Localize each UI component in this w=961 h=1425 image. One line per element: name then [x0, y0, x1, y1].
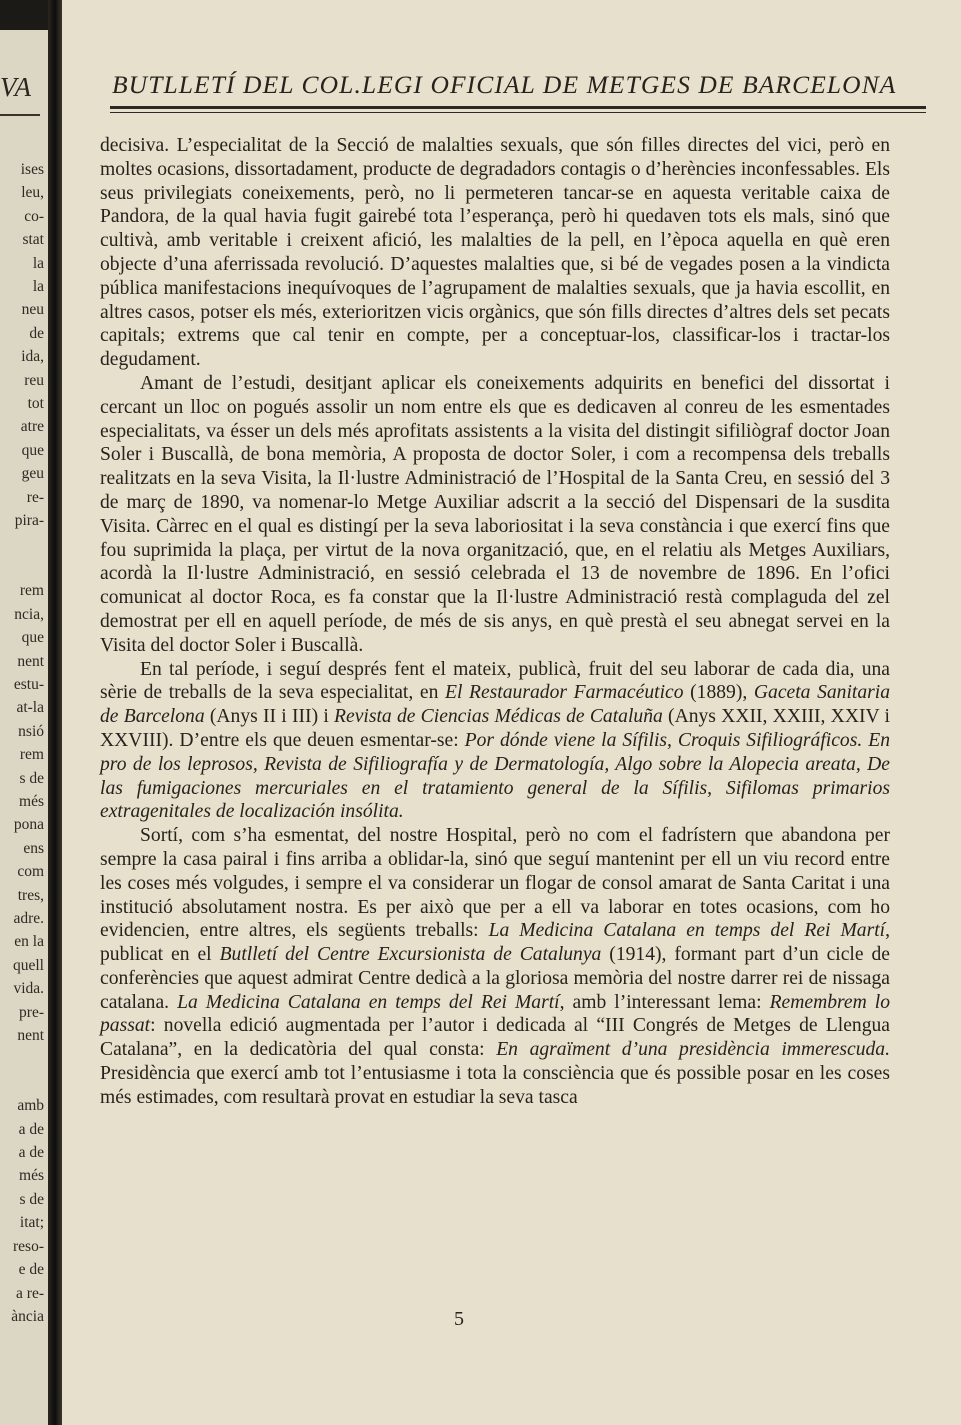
- adjacent-line-fragment: a de: [18, 1144, 44, 1162]
- adjacent-line-fragment: ises: [20, 161, 44, 178]
- adjacent-line-fragment: atre: [20, 418, 44, 436]
- adjacent-line-fragment: geu: [21, 465, 44, 483]
- text-run: (1889),: [683, 682, 754, 704]
- adjacent-line-fragment: s de: [19, 769, 44, 787]
- text-run: (Anys XXII, XXIII, XXIV i XXVIII). D’entre els que deuen esmentar-se:: [100, 706, 890, 751]
- adjacent-line-fragment: nent: [17, 1027, 44, 1045]
- adjacent-line-fragment: tres,: [17, 886, 44, 904]
- adjacent-line-fragment: neu: [21, 301, 44, 319]
- adjacent-line-fragment: e de: [18, 1261, 44, 1279]
- italic-text: En agraïment d’una presidència immerescuda.: [496, 1039, 891, 1061]
- text-run: Sortí, com s’ha esmentat, del nostre Hospital, però no com el fadrístern que abandona per sempre la casa pairal i fins arriba a oblidar-la, sinó que seguí mantenint per ell un viu record entre les coses més volgudes, i sempre el va considerar un flogar de consol amarat de Santa Caritat i una institució absolutament nostra. Es per això que per a ell va laborar en totes ocasions, com ho evidencien, entre altres, els següents treballs:: [100, 825, 890, 942]
- text-run: decisiva. L’especialitat de la Secció de malalties sexuals, que són filles directes del vici, però en moltes ocasions, dissortadament, producte de degradadors contagis o d’herències inconfessables. Els seus privilegiats coneixements, però, no li permeteren tancar-se en aquesta veritable caixa de Pandora, de la qual havia fugit gairebé tota l’esperança, però hi quedaven tots els mals, sinó que cultivà, amb veritable i creixent afició, les malalties de la pell, en l’època aquella en què eren objecte d’una aferrissada revolució. D’aquestes malalties que, si bé de vegades posen a la vindicta pública manifestacions inequívoques de l’agrupament de malalties sexuals, que ja havia escollit, en altres casos, potser els més, exterioritzen vicis orgànics, que són fills directes d’altres dels set pecats capitals; extrems que cal tenir en compte, per a conceptuar-los, classificar-los i tractar-los degudament.: [100, 135, 890, 371]
- paragraph: [100, 824, 890, 1110]
- adjacent-line-fragment: tot: [27, 395, 44, 413]
- adjacent-line-fragment: quell: [13, 956, 44, 974]
- adjacent-line-fragment: pona: [13, 816, 44, 834]
- italic-text: Gaceta Sanitaria de Barcelona: [100, 682, 891, 728]
- italic-text: La Medicina Catalana en temps del Rei Martí: [488, 920, 886, 942]
- adjacent-line-fragment: més: [19, 792, 44, 810]
- adjacent-line-fragment: rem: [19, 582, 44, 600]
- adjacent-line-fragment: que: [21, 629, 44, 647]
- adjacent-page-rule: [0, 114, 40, 116]
- adjacent-line-fragment: ida,: [21, 348, 44, 366]
- text-run: , amb l’interessant lema:: [559, 991, 770, 1013]
- adjacent-line-fragment: s de: [19, 1190, 44, 1208]
- page-number: 5: [454, 1308, 464, 1330]
- adjacent-page-strip: [0, 30, 48, 1425]
- text-run: , publicat en el: [100, 920, 890, 966]
- adjacent-line-fragment: leu,: [21, 184, 44, 202]
- text-run: En tal període, i seguí després fent el mateix, publicà, fruit del seu laborar de cada dia, una sèrie de treballs de la seva especialitat, en: [100, 658, 890, 704]
- book-gutter: [48, 0, 62, 1425]
- italic-text: Revista de Ciencias Médicas de Cataluña: [334, 706, 663, 728]
- adjacent-line-fragment: reso-: [13, 1237, 44, 1255]
- adjacent-line-fragment: la: [32, 278, 44, 296]
- running-header: BUTLLETÍ DEL COL.LEGI OFICIAL DE METGES DE BARCELONA: [112, 70, 897, 99]
- adjacent-line-fragment: [0, 1071, 44, 1094]
- document-page: [62, 0, 961, 1425]
- paragraph: [100, 134, 890, 372]
- paragraph: [100, 658, 890, 825]
- adjacent-line-fragment: de: [29, 324, 44, 342]
- adjacent-line-fragment: pre-: [19, 1003, 44, 1021]
- adjacent-line-fragment: ens: [23, 839, 44, 857]
- adjacent-line-fragment: nsió: [18, 722, 44, 740]
- adjacent-line-fragment: a re-: [16, 1284, 44, 1302]
- adjacent-line-fragment: ància: [11, 1307, 44, 1325]
- adjacent-page-header: VA: [0, 72, 31, 102]
- paragraph: [100, 372, 890, 658]
- italic-text: El Restaurador Farmacéutico: [445, 682, 684, 704]
- adjacent-line-fragment: amb: [17, 1097, 44, 1115]
- adjacent-line-fragment: [0, 533, 44, 556]
- adjacent-line-fragment: stat: [22, 231, 44, 249]
- text-run: (1914), formant part d’un cicle de conferències que aquest admirat Centre dedicà a la gloriosa memòria del nostre darrer rei de nissaga catalana.: [100, 944, 890, 1013]
- italic-text: Remembrem lo passat: [100, 991, 891, 1037]
- adjacent-page-text: [0, 158, 44, 1328]
- adjacent-line-fragment: [0, 1047, 44, 1070]
- text-run: Amant de l’estudi, desitjant aplicar els coneixements adquirits en benefici del dissortat i cercant un lloc on pogués assolir un nom entre els que es dedicaven al conreu de les esmentades especialitats, va ésser un dels més aprofitats assistents a la visita del distingit sifiliògraf doctor Joan Soler i Buscallà, de bona memòria, A proposta de doctor Soler, i com a recompensa dels treballs realitzats en la seva Visita, la Il·lustre Administració de l’Hospital de la Santa Creu, en sessió del 3 de març de 1890, va nomenar-lo Metge Auxiliar adscrit a la secció del Dispensari de la susdita Visita. Càrrec en el qual es distingí per la seva laboriositat i la seva constància i que exercí fins que fou suprimida la plaça, per virtut de la nova organització, que, en el relatiu als Metges Auxiliars, acordà la Il·lustre Administració, en sessió celebrada el 13 de novembre de 1896. En l’ofici comunicat al doctor Roca, es fa constar que la Il·lustre Administració restà complaguda del zel demostrat per ell en aquell període, de més de sis anys, en què prestà el seu abnegat servei en la Visita del doctor Soler i Buscallà.: [100, 372, 890, 656]
- adjacent-line-fragment: itat;: [19, 1214, 44, 1232]
- adjacent-line-fragment: més: [19, 1167, 44, 1185]
- adjacent-line-fragment: reu: [24, 371, 44, 389]
- adjacent-line-fragment: rem: [19, 746, 44, 764]
- italic-text: Butlletí del Centre Excursionista de Catalunya: [219, 944, 602, 966]
- adjacent-line-fragment: [0, 556, 44, 579]
- text-run: Presidència que exercí amb tot l’entusiasme i tota la consciència que és possible posar en les coses més estimades, com resultarà provat en estudiar la seva tasca: [100, 1063, 890, 1108]
- italic-text: La Medicina Catalana en temps del Rei Martí: [177, 991, 560, 1013]
- adjacent-line-fragment: at-la: [16, 699, 44, 717]
- adjacent-line-fragment: nent: [17, 652, 44, 670]
- header-rule-thin: [110, 112, 926, 113]
- adjacent-line-fragment: la: [32, 254, 44, 272]
- adjacent-line-fragment: co-: [24, 207, 44, 225]
- adjacent-line-fragment: re-: [26, 488, 44, 506]
- adjacent-line-fragment: a de: [18, 1120, 44, 1138]
- adjacent-line-fragment: com: [17, 863, 44, 881]
- body-text: [100, 134, 890, 1110]
- text-run: (Anys II i III) i: [204, 706, 335, 728]
- adjacent-line-fragment: vida.: [13, 980, 44, 998]
- italic-text: Por dónde viene la Sífilis, Croquis Sifiliográficos. En pro de los leprosos, Revista de Sifiliografía y de Dermatología, Algo sobre la Alopecia areata, De las fumigaciones mercuriales en el tratamiento general de la Sífilis, Sifilomas primarios extragenitales de localización insólita.: [100, 729, 890, 823]
- adjacent-line-fragment: en la: [14, 933, 44, 951]
- text-run: : novella edició augmentada per l’autor i dedicada al “III Congrés de Metges de Llengua Catalana”, en la dedicatòria del qual consta:: [100, 1015, 890, 1061]
- adjacent-line-fragment: pira-: [14, 512, 44, 530]
- adjacent-line-fragment: que: [21, 441, 44, 459]
- header-rule-thick: [110, 106, 926, 109]
- adjacent-line-fragment: ncia,: [14, 605, 44, 623]
- adjacent-line-fragment: estu-: [13, 675, 44, 693]
- adjacent-line-fragment: adre.: [13, 910, 44, 927]
